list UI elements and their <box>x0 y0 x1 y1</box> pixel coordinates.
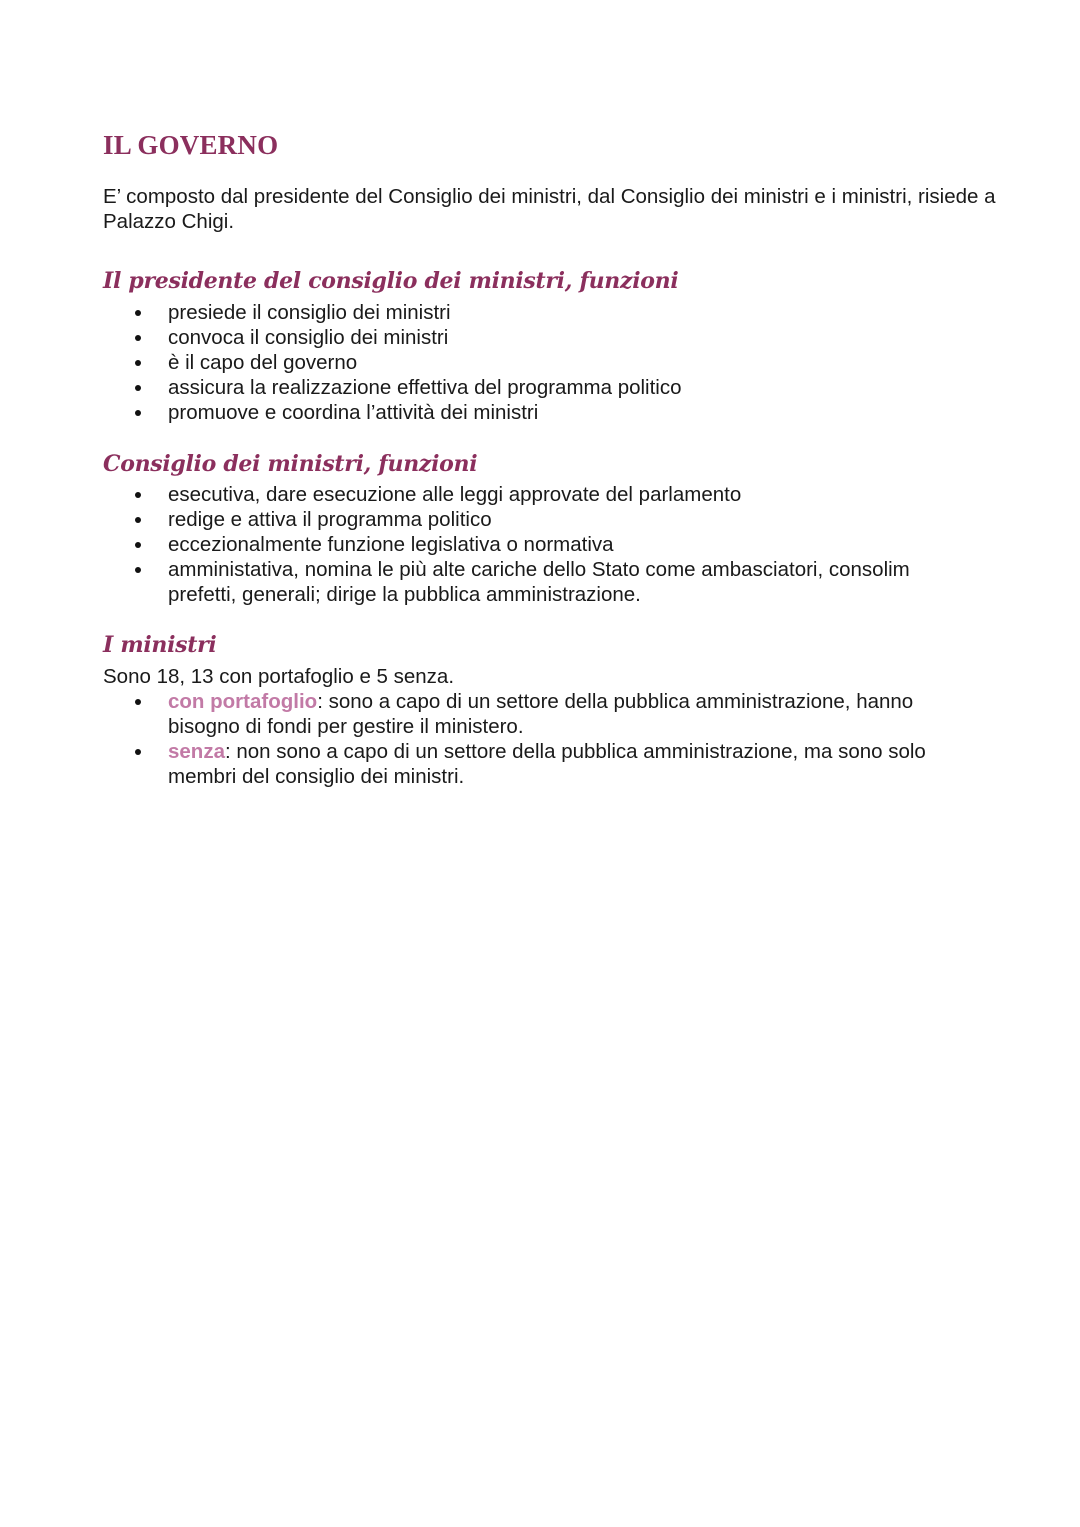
list-item <box>0 557 1000 607</box>
list-item <box>0 532 1000 557</box>
bullet-icon <box>135 699 141 705</box>
list-item-text: è il capo del governo <box>168 351 358 374</box>
list-item-text: eccezionalmente funzione legislativa o normativa <box>168 533 614 556</box>
section-heading-presidente: Il presidente del consiglio dei ministri, funzioni <box>103 268 679 294</box>
bullet-icon <box>135 567 141 573</box>
term-description: : sono a capo di un settore della pubblica amministrazione, hanno bisogno di fondi per gestire il ministero. <box>168 690 914 738</box>
page-title: IL GOVERNO <box>103 130 279 160</box>
list-item-text: amministativa, nomina le più alte cariche dello Stato come ambasciatori, consolim prefetti, generali; dirige la pubblica amministrazione. <box>168 558 910 606</box>
list-item-text: assicura la realizzazione effettiva del programma politico <box>168 376 682 399</box>
list-item <box>0 325 1000 350</box>
bullet-icon <box>135 749 141 755</box>
list-item-text: presiede il consiglio dei ministri <box>168 301 451 324</box>
bullet-icon <box>135 517 141 523</box>
list-item <box>0 507 1000 532</box>
term-label: con portafoglio <box>168 690 318 713</box>
bullet-icon <box>135 360 141 366</box>
list-item <box>0 689 1000 739</box>
section-heading-consiglio: Consiglio dei ministri, funzioni <box>103 451 478 477</box>
bullet-icon <box>135 385 141 391</box>
list-item-text: esecutiva, dare esecuzione alle leggi approvate del parlamento <box>168 483 742 506</box>
list-item <box>0 739 1000 789</box>
list-item <box>0 350 1000 375</box>
list-item <box>0 375 1000 400</box>
bullet-icon <box>135 542 141 548</box>
list-consiglio <box>0 482 1000 607</box>
ministri-summary: Sono 18, 13 con portafoglio e 5 senza. <box>103 665 455 688</box>
list-item-text: promuove e coordina l’attività dei ministri <box>168 401 539 424</box>
list-item-text: redige e attiva il programma politico <box>168 508 492 531</box>
bullet-icon <box>135 335 141 341</box>
intro-paragraph: E’ composto dal presidente del Consiglio dei ministri, dal Consiglio dei ministri e i ministri, risiede a Palazzo Chigi. <box>103 185 996 233</box>
bullet-icon <box>135 492 141 498</box>
term-label: senza <box>168 740 225 763</box>
list-item <box>0 400 1000 425</box>
bullet-icon <box>135 310 141 316</box>
list-presidente <box>0 300 1000 425</box>
term-description: : non sono a capo di un settore della pubblica amministrazione, ma sono solo membri del consiglio dei ministri. <box>168 740 926 788</box>
section-heading-ministri: I ministri <box>103 632 217 658</box>
list-item <box>0 300 1000 325</box>
list-item-text: convoca il consiglio dei ministri <box>168 326 449 349</box>
list-ministri <box>0 689 1000 789</box>
list-item <box>0 482 1000 507</box>
bullet-icon <box>135 410 141 416</box>
